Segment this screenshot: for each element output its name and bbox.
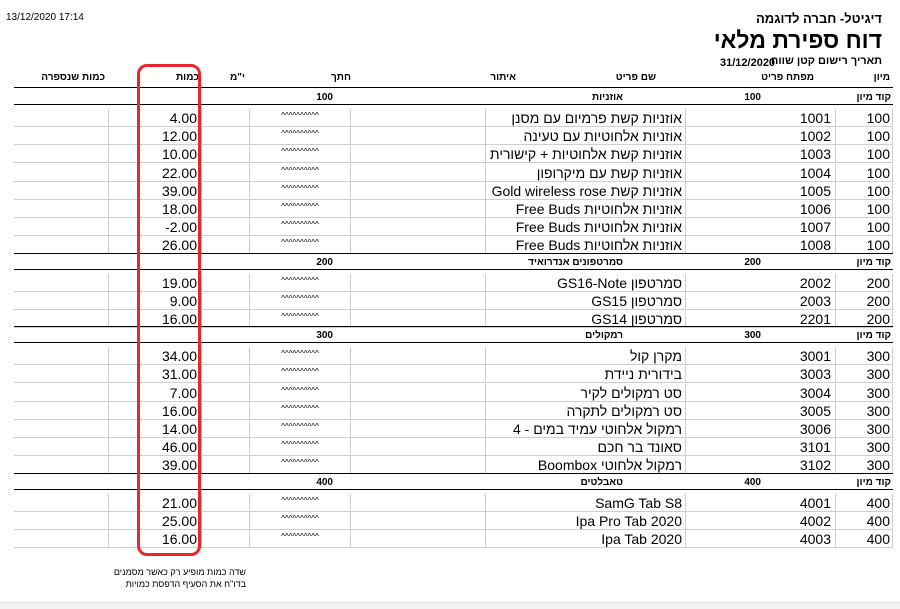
group-code: 200 xyxy=(866,311,890,327)
group-code: 100 xyxy=(866,164,890,181)
uom-cell xyxy=(202,145,250,163)
counted-qty-cell[interactable] xyxy=(14,347,109,365)
location-cell xyxy=(351,420,486,438)
uom-cell xyxy=(202,347,250,365)
group-code-cell xyxy=(836,494,893,512)
item-name: סאונד בר חכם xyxy=(597,439,682,456)
cut-mask-value: ^^^^^^^^^^ xyxy=(281,312,319,321)
cut-mask-value: ^^^^^^^^^^ xyxy=(281,202,319,211)
group-code: 400 xyxy=(866,494,890,511)
group-code: 300 xyxy=(866,384,890,401)
qty-value: 7.00 xyxy=(169,384,197,401)
item-key: 3004 xyxy=(799,384,831,401)
group-header-code: 100 xyxy=(744,92,761,103)
column-header-location: איתור xyxy=(490,72,516,83)
uom-cell xyxy=(202,182,250,200)
qty-value: 39.00 xyxy=(161,457,197,474)
group-code-cell xyxy=(836,365,893,383)
group-code: 200 xyxy=(866,292,890,309)
qty-value: 25.00 xyxy=(161,512,197,529)
group-code-cell xyxy=(836,200,893,218)
group-code: 300 xyxy=(866,421,890,437)
uom-cell xyxy=(202,127,250,145)
item-name-cell xyxy=(486,164,686,182)
uom-cell xyxy=(202,420,250,438)
cut-cell xyxy=(250,218,351,236)
uom-cell xyxy=(202,200,250,218)
group-code-cell xyxy=(836,420,893,438)
item-key: 1007 xyxy=(799,219,831,236)
counted-qty-cell[interactable] xyxy=(14,182,109,200)
item-name: רמקול אלחוטי Boombox xyxy=(537,457,682,474)
location-cell xyxy=(351,402,486,420)
item-name: סט רמקולים לקיר xyxy=(580,384,682,401)
item-name-cell xyxy=(486,494,686,512)
location-cell xyxy=(351,292,486,310)
item-name: Ipa Tab 2020 xyxy=(601,531,682,547)
item-key-cell xyxy=(686,347,836,365)
group-code: 100 xyxy=(866,146,890,163)
cut-cell xyxy=(250,182,351,200)
item-key-cell xyxy=(686,494,836,512)
item-name-cell xyxy=(486,384,686,402)
uom-cell xyxy=(202,218,250,236)
location-cell xyxy=(351,182,486,200)
item-key: 1002 xyxy=(799,128,831,145)
cut-cell xyxy=(250,365,351,383)
company-name: דיגיטל- חברה לדוגמה xyxy=(756,11,882,26)
item-name-cell xyxy=(486,512,686,530)
group-header-label: קוד מיון xyxy=(856,330,891,342)
item-key: 3001 xyxy=(799,348,831,365)
item-name: סט רמקולים לתקרה xyxy=(566,402,682,419)
uom-cell xyxy=(202,438,250,456)
item-key: 3102 xyxy=(799,457,831,474)
group-code-cell xyxy=(836,292,893,310)
cut-mask-value: ^^^^^^^^^^ xyxy=(281,403,319,413)
counted-qty-cell[interactable] xyxy=(14,420,109,438)
item-key: 4001 xyxy=(799,494,831,511)
counted-qty-cell[interactable] xyxy=(14,530,109,548)
item-name-cell xyxy=(486,109,686,127)
item-name-cell xyxy=(486,127,686,145)
counted-qty-cell[interactable] xyxy=(14,292,109,310)
group-header-name: אוזניות xyxy=(591,92,623,103)
group-code: 100 xyxy=(866,110,890,126)
group-code: 400 xyxy=(866,531,890,547)
group-code: 100 xyxy=(866,128,890,145)
qty-value: 26.00 xyxy=(161,237,197,254)
cut-mask-value: ^^^^^^^^^^ xyxy=(281,111,319,120)
item-name-cell xyxy=(486,347,686,365)
uom-cell xyxy=(202,494,250,512)
item-key-cell xyxy=(686,145,836,163)
uom-cell xyxy=(202,274,250,292)
group-code-cell xyxy=(836,384,893,402)
qty-value: 10.00 xyxy=(161,146,197,163)
item-key-cell xyxy=(686,200,836,218)
item-name: אוזניות קשת פרמיום עם מסנן xyxy=(511,110,682,126)
group-header-code: 300 xyxy=(744,330,761,342)
qty-value: 31.00 xyxy=(161,366,197,383)
cut-mask-value: ^^^^^^^^^^ xyxy=(281,293,319,303)
group-code-cell xyxy=(836,274,893,292)
column-header-group: מיון xyxy=(873,72,890,83)
item-key: 2003 xyxy=(799,292,831,309)
qty-value: -2.00 xyxy=(165,219,197,236)
group-code-cell xyxy=(836,402,893,420)
item-name: בידורית ניידת xyxy=(604,366,682,383)
group-code-cell xyxy=(836,347,893,365)
group-code-cell xyxy=(836,182,893,200)
cut-mask-value: ^^^^^^^^^^ xyxy=(281,422,319,431)
group-code: 300 xyxy=(866,439,890,456)
item-name: Ipa Pro Tab 2020 xyxy=(575,512,682,529)
item-name-cell xyxy=(486,402,686,420)
item-name-cell xyxy=(486,420,686,438)
item-name: סמרטפון GS14 xyxy=(591,311,682,327)
cut-cell xyxy=(250,384,351,402)
uom-cell xyxy=(202,402,250,420)
counted-qty-cell[interactable] xyxy=(14,512,109,530)
qty-value: 16.00 xyxy=(161,311,197,327)
item-name: אוזניות קשת אלחוטיות + קישורית xyxy=(489,146,682,163)
column-header-qty: כמות xyxy=(176,72,199,83)
location-cell xyxy=(351,365,486,383)
group-header-name: טאבלטים xyxy=(580,476,623,488)
item-name-cell xyxy=(486,218,686,236)
qty-value: 9.00 xyxy=(169,292,197,309)
item-name-cell xyxy=(486,145,686,163)
group-header-label: קוד מיון xyxy=(856,476,891,488)
group-code-cell xyxy=(836,512,893,530)
counted-qty-cell[interactable] xyxy=(14,438,109,456)
cut-mask-value: ^^^^^^^^^^ xyxy=(281,183,319,193)
item-key: 1005 xyxy=(799,182,831,199)
counted-qty-cell[interactable] xyxy=(14,384,109,402)
location-cell xyxy=(351,164,486,182)
qty-value: 16.00 xyxy=(161,531,197,547)
cut-cell xyxy=(250,347,351,365)
group-header-code-repeat: 400 xyxy=(316,476,333,488)
item-key: 1001 xyxy=(799,110,831,126)
qty-value: 19.00 xyxy=(161,274,197,291)
counted-qty-cell[interactable] xyxy=(14,109,109,127)
item-name: אוזניות אלחוטיות Free Buds xyxy=(515,201,682,217)
group-header-code-repeat: 300 xyxy=(316,330,333,342)
cut-mask-value: ^^^^^^^^^^ xyxy=(281,129,319,139)
item-key: 2201 xyxy=(799,311,831,327)
qty-value: 22.00 xyxy=(161,164,197,181)
column-header-item-name: שם פריט xyxy=(615,72,656,83)
item-key: 1006 xyxy=(799,201,831,217)
item-key-cell xyxy=(686,512,836,530)
item-name: SamG Tab S8 xyxy=(595,494,682,511)
report-subtitle: תאריך רישום קטן שווה xyxy=(770,55,882,67)
uom-cell xyxy=(202,164,250,182)
group-code: 100 xyxy=(866,182,890,199)
group-header-label: קוד מיון xyxy=(856,92,891,103)
cut-mask-value: ^^^^^^^^^^ xyxy=(281,220,319,230)
item-key-cell xyxy=(686,530,836,548)
location-cell xyxy=(351,109,486,127)
group-code: 200 xyxy=(866,274,890,291)
cut-mask-value: ^^^^^^^^^^ xyxy=(281,440,319,450)
cut-mask-value: ^^^^^^^^^^ xyxy=(281,532,319,541)
item-name: אוזניות קשת עם מיקרופון xyxy=(536,164,682,181)
item-key: 4002 xyxy=(799,512,831,529)
item-name: אוזניות אלחוטיות Free Buds xyxy=(515,237,682,254)
cut-cell xyxy=(250,530,351,548)
uom-cell xyxy=(202,512,250,530)
qty-value: 46.00 xyxy=(161,439,197,456)
location-cell xyxy=(351,145,486,163)
cut-cell xyxy=(250,145,351,163)
location-cell xyxy=(351,494,486,512)
counted-qty-cell[interactable] xyxy=(14,274,109,292)
cut-mask-value: ^^^^^^^^^^ xyxy=(281,385,319,395)
cut-mask-value: ^^^^^^^^^^ xyxy=(281,238,319,248)
qty-value: 34.00 xyxy=(161,348,197,365)
group-code-cell xyxy=(836,164,893,182)
item-name: אוזניות קשת Gold wireless rose xyxy=(491,182,682,199)
item-key-cell xyxy=(686,365,836,383)
cut-cell xyxy=(250,438,351,456)
item-key-cell xyxy=(686,109,836,127)
group-header-code-repeat: 200 xyxy=(316,256,333,268)
cut-mask-value: ^^^^^^^^^^ xyxy=(281,165,319,175)
column-header-cut: חתך xyxy=(331,72,351,83)
group-code: 100 xyxy=(866,201,890,217)
item-key-cell xyxy=(686,274,836,292)
cut-mask-value: ^^^^^^^^^^ xyxy=(281,495,319,505)
location-cell xyxy=(351,274,486,292)
cut-mask-value: ^^^^^^^^^^ xyxy=(281,367,319,377)
item-name-cell xyxy=(486,438,686,456)
location-cell xyxy=(351,512,486,530)
group-code-cell xyxy=(836,218,893,236)
item-name: אוזניות אלחוטיות עם טעינה xyxy=(523,128,682,145)
location-cell xyxy=(351,438,486,456)
group-code-cell xyxy=(836,145,893,163)
item-name-cell xyxy=(486,530,686,548)
cut-mask-value: ^^^^^^^^^^ xyxy=(281,275,319,285)
cut-cell xyxy=(250,402,351,420)
item-key-cell xyxy=(686,127,836,145)
counted-qty-cell[interactable] xyxy=(14,200,109,218)
location-cell xyxy=(351,127,486,145)
item-key: 3006 xyxy=(799,421,831,437)
group-code: 100 xyxy=(866,237,890,254)
group-code: 100 xyxy=(866,219,890,236)
qty-value: 21.00 xyxy=(161,494,197,511)
group-header-code: 200 xyxy=(744,256,761,268)
qty-value: 39.00 xyxy=(161,182,197,199)
cut-cell xyxy=(250,494,351,512)
uom-cell xyxy=(202,530,250,548)
cut-cell xyxy=(250,512,351,530)
report-subtitle-date: 31/12/2020 xyxy=(720,57,776,69)
report-title: דוח ספירת מלאי xyxy=(713,27,882,53)
group-header-code-repeat: 100 xyxy=(316,92,333,103)
qty-value: 4.00 xyxy=(169,110,197,126)
group-code-cell xyxy=(836,127,893,145)
counted-qty-cell[interactable] xyxy=(14,494,109,512)
cut-cell xyxy=(250,127,351,145)
group-code: 300 xyxy=(866,366,890,383)
counted-qty-cell[interactable] xyxy=(14,402,109,420)
item-key-cell xyxy=(686,292,836,310)
location-cell xyxy=(351,384,486,402)
column-header-item-key: מפתח פריט xyxy=(761,72,814,83)
item-key-cell xyxy=(686,218,836,236)
column-header-uom: י"מ xyxy=(229,72,245,83)
item-key: 3003 xyxy=(799,366,831,383)
item-name-cell xyxy=(486,292,686,310)
item-key: 3005 xyxy=(799,402,831,419)
column-header-counted-qty: כמות שנספרה xyxy=(41,72,105,83)
item-key: 1004 xyxy=(799,164,831,181)
item-key: 2002 xyxy=(799,274,831,291)
uom-cell xyxy=(202,365,250,383)
item-name-cell xyxy=(486,200,686,218)
footnote-line-2: בדו"ח את הסעיף הדפסת כמויות xyxy=(125,579,246,589)
group-code: 300 xyxy=(866,402,890,419)
cut-mask-value: ^^^^^^^^^^ xyxy=(281,513,319,523)
group-header-name: רמקולים xyxy=(585,330,623,342)
item-name: רמקול אלחוטי עמיד במים - 4 xyxy=(512,421,682,437)
cut-mask-value: ^^^^^^^^^^ xyxy=(281,349,319,359)
item-name: סמרטפון GS16-Note xyxy=(556,274,682,291)
item-key: 3101 xyxy=(799,439,831,456)
group-header-name: סמרטפונים אנדרואיד xyxy=(528,256,623,268)
group-code: 300 xyxy=(866,457,890,474)
cut-mask-value: ^^^^^^^^^^ xyxy=(281,458,319,468)
cut-cell xyxy=(250,200,351,218)
counted-qty-cell[interactable] xyxy=(14,164,109,182)
group-code-cell xyxy=(836,109,893,127)
item-name-cell xyxy=(486,182,686,200)
item-name: אוזניות אלחוטיות Free Buds xyxy=(515,219,682,236)
cut-mask-value: ^^^^^^^^^^ xyxy=(281,147,319,157)
item-key: 1003 xyxy=(799,146,831,163)
item-key-cell xyxy=(686,384,836,402)
qty-highlight-box xyxy=(137,64,201,556)
counted-qty-cell[interactable] xyxy=(14,127,109,145)
uom-cell xyxy=(202,292,250,310)
qty-value: 12.00 xyxy=(161,128,197,145)
item-key-cell xyxy=(686,402,836,420)
uom-cell xyxy=(202,384,250,402)
location-cell xyxy=(351,200,486,218)
counted-qty-cell[interactable] xyxy=(14,145,109,163)
group-code-cell xyxy=(836,438,893,456)
cut-cell xyxy=(250,292,351,310)
cut-cell xyxy=(250,109,351,127)
group-code: 400 xyxy=(866,512,890,529)
item-key: 4003 xyxy=(799,531,831,547)
location-cell xyxy=(351,218,486,236)
group-header-label: קוד מיון xyxy=(856,256,891,268)
uom-cell xyxy=(202,109,250,127)
counted-qty-cell[interactable] xyxy=(14,365,109,383)
group-code: 300 xyxy=(866,348,890,365)
qty-value: 14.00 xyxy=(161,421,197,437)
cut-cell xyxy=(250,274,351,292)
counted-qty-cell[interactable] xyxy=(14,218,109,236)
group-code-cell xyxy=(836,530,893,548)
item-key: 1008 xyxy=(799,237,831,254)
item-name-cell xyxy=(486,365,686,383)
cut-cell xyxy=(250,420,351,438)
item-name: סמרטפון GS15 xyxy=(591,292,682,309)
cut-cell xyxy=(250,164,351,182)
item-key-cell xyxy=(686,182,836,200)
report-timestamp: 13/12/2020 17:14 xyxy=(6,12,84,23)
qty-value: 18.00 xyxy=(161,201,197,217)
item-key-cell xyxy=(686,164,836,182)
qty-value: 16.00 xyxy=(161,402,197,419)
item-key-cell xyxy=(686,438,836,456)
item-key-cell xyxy=(686,420,836,438)
location-cell xyxy=(351,530,486,548)
item-name: מקרן קול xyxy=(629,348,682,365)
footnote-line-1: שדה כמות מופיע רק כאשר מסמנים xyxy=(113,567,246,577)
location-cell xyxy=(351,347,486,365)
group-header-code: 400 xyxy=(744,476,761,488)
item-name-cell xyxy=(486,274,686,292)
